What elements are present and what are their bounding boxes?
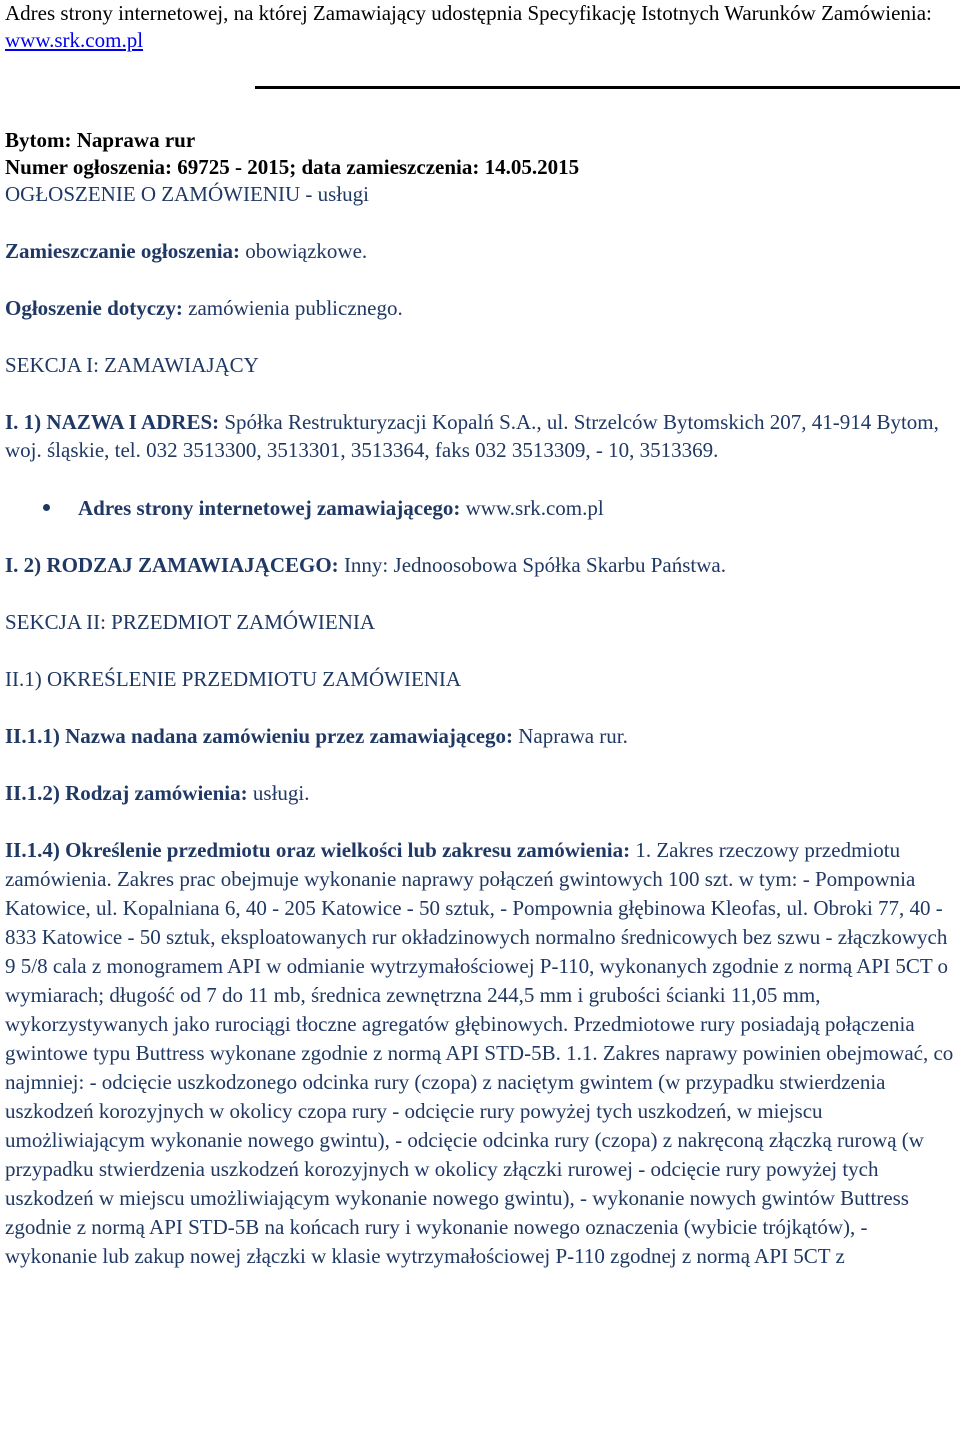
order-name-row [5, 722, 955, 750]
order-scope-row [5, 836, 955, 1271]
concerns-value: zamówienia publicznego. [188, 296, 403, 320]
horizontal-rule [255, 86, 960, 89]
placement-label: Zamieszczanie ogłoszenia: [5, 239, 241, 263]
placement-row [5, 237, 955, 265]
notice-number-line: Numer ogłoszenia: 69725 - 2015; data zamieszczenia: 14.05.2015 [5, 155, 580, 179]
notice-type: OGŁOSZENIE O ZAMÓWIENIU - usługi [5, 182, 369, 206]
contracting-name-address [5, 408, 955, 464]
notice-title: Bytom: Naprawa rur [5, 128, 196, 152]
siwz-address-intro: Adres strony internetowej, na której Zamawiający udostępnia Specyfikację Istotnych Warunków Zamówienia: [5, 1, 932, 25]
name-address-label: I. 1) NAZWA I ADRES: [5, 410, 220, 434]
notice-title-block [5, 127, 955, 208]
order-name-label: II.1.1) Nazwa nadana zamówieniu przez zamawiającego: [5, 724, 514, 748]
section2-heading: SEKCJA II: PRZEDMIOT ZAMÓWIENIA [5, 610, 376, 634]
web-address-row [43, 494, 955, 522]
order-kind-row [5, 779, 955, 807]
siwz-address-link[interactable]: www.srk.com.pl [5, 28, 144, 52]
order-kind-value: usługi. [252, 781, 310, 805]
concerns-label: Ogłoszenie dotyczy: [5, 296, 183, 320]
web-address-value: www.srk.com.pl [465, 496, 604, 520]
document-page [5, 0, 955, 1271]
concerns-row [5, 294, 955, 322]
bullet-icon [43, 504, 50, 511]
placement-value: obowiązkowe. [245, 239, 368, 263]
order-scope-label: II.1.4) Określenie przedmiotu oraz wielkości lub zakresu zamówienia: [5, 838, 631, 862]
section1-heading: SEKCJA I: ZAMAWIAJĄCY [5, 353, 259, 377]
order-kind-label: II.1.2) Rodzaj zamówienia: [5, 781, 248, 805]
web-address-label: Adres strony internetowej zamawiającego: [78, 496, 461, 520]
contracting-type-row [5, 551, 955, 579]
section2-subheading: II.1) OKREŚLENIE PRZEDMIOTU ZAMÓWIENIA [5, 667, 462, 691]
order-name-value: Naprawa rur. [518, 724, 628, 748]
order-scope-value: 1. Zakres rzeczowy przedmiotu zamówienia. Zakres prac obejmuje wykonanie naprawy połączeń gwintowych 100 szt. w tym: - Pompownia Katowice, ul. Kopalniana 6, 40 - 205 Katowice - 50 sztuk, - Pompownia głębinowa Kleofas, ul. Obroki 77, 40 - 833 Katowice - 50 sztuk, eksploatowanych rur okładzinowych normalno średnicowych bez szwu - złączkowych 9 5/8 cala z monogramem API w odmianie wytrzymałościowej P-110, wykonanych zgodnie z normą API 5CT o wymiarach; długość od 7 do 11 mb, średnica zewnętrzna 244,5 mm i grubości ścianki 11,05 mm, wykorzystywanych jako rurociągi tłoczne agregatów głębinowych. Przedmiotowe rury posiadają połączenia gwintowe typu Buttress wykonane zgodnie z normą API STD-5B. 1.1. Zakres naprawy powinien obejmować, co najmniej: - odcięcie uszkodzonego odcinka rury (czopa) z naciętym gwintem (w przypadku stwierdzenia uszkodzeń korozyjnych w okolicy czopa rury - odcięcie rury powyżej tych uszkodzeń, w miejscu umożliwiającym wykonanie nowego gwintu), - odcięcie odcinka rury (czopa) z nakręconą złączką rurową (w przypadku stwierdzenia uszkodzeń korozyjnych w okolicy złączki rurowej - odcięcie rury powyżej tych uszkodzeń w miejscu umożliwiającym wykonanie nowego gwintu), - wykonanie nowych gwintów Buttress zgodnie z normą API STD-5B na końcach rury i wykonanie nowego oznaczenia (wybicie trójkątów), - wykonanie lub zakup nowej złączki w klasie wytrzymałościowej P-110 zgodnej z normą API 5CT z [5, 838, 954, 1268]
name-address-value: Spółka Restrukturyzacji Kopalń S.A., ul. Strzelców Bytomskich 207, 41-914 Bytom, woj. śląskie, tel. 032 3513300, 3513301, 3513364, faks 032 3513309, - 10, 3513369. [5, 410, 939, 462]
contracting-type-label: I. 2) RODZAJ ZAMAWIAJĄCEGO: [5, 553, 339, 577]
contracting-type-value: Inny: Jednoosobowa Spółka Skarbu Państwa. [343, 553, 726, 577]
